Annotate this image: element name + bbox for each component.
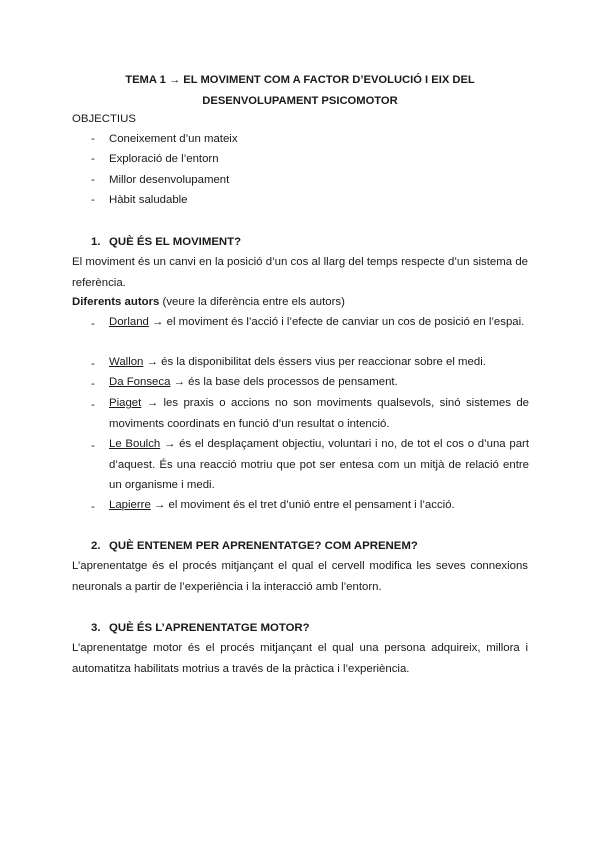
title-line-2: DESENVOLUPAMENT PSICOMOTOR	[202, 95, 398, 107]
authors-line	[72, 294, 345, 310]
authors-note: (veure la diferència entre els autors)	[159, 296, 345, 308]
bullet-marker: -	[91, 399, 95, 411]
author-item	[109, 434, 529, 496]
author-item	[109, 372, 529, 393]
authors-label: Diferents autors	[72, 296, 160, 308]
section-2-title: QUÈ ENTENEM PER APRENENTATGE? COM APRENEM?	[109, 540, 418, 552]
title-line-1: TEMA 1 → EL MOVIMENT COM A FACTOR D’EVOLUCIÓ I EIX DEL	[125, 74, 475, 86]
section-3-paragraph: L’aprenentatge motor és el procés mitjançant el qual una persona adquireix, millora i automatitza habilitats motrius a través de la pràctica i l’experiència.	[72, 642, 528, 675]
author-item	[109, 393, 529, 434]
author-text: → les praxis o accions no son moviments qualsevols, sinó sistemes de moviments coordinats en funció d’un resultat o intenció.	[109, 397, 529, 430]
author-name: Da Fonseca	[109, 376, 171, 388]
section-1-title: QUÈ ÉS EL MOVIMENT?	[109, 236, 242, 248]
section-1-number: 1.	[91, 236, 101, 248]
author-item	[109, 312, 529, 333]
section-2-paragraph: L’aprenentatge és el procés mitjançant el qual el cervell modifica les seves connexions neuronals a partir de l’experiència i la interacció amb l’entorn.	[72, 560, 528, 593]
bullet-marker: -	[91, 358, 95, 370]
section-1-paragraph: El moviment és un canvi en la posició d’un cos al llarg del temps respecte d’un sistema de referència.	[72, 256, 528, 289]
author-item	[109, 352, 529, 373]
objective-item: Exploració de l’entorn	[109, 153, 219, 165]
author-name: Wallon	[109, 356, 144, 368]
objective-item: Millor desenvolupament	[109, 174, 230, 186]
bullet-marker: -	[91, 440, 95, 452]
section-3-title: QUÈ ÉS L’APRENENTATGE MOTOR?	[109, 622, 310, 634]
bullet-marker: -	[91, 194, 95, 206]
author-text: → és la base dels processos de pensament.	[170, 376, 398, 388]
author-text: → el moviment és el tret d’unió entre el pensament i l’acció.	[150, 499, 455, 511]
document-title	[72, 70, 528, 112]
bullet-marker: -	[91, 153, 95, 165]
bullet-marker: -	[91, 378, 95, 390]
author-name: Le Boulch	[109, 438, 161, 450]
section-1-heading	[91, 234, 241, 250]
section-2-number: 2.	[91, 540, 101, 552]
bullet-marker: -	[91, 133, 95, 145]
author-name: Piaget	[109, 397, 142, 409]
author-name: Lapierre	[109, 499, 151, 511]
bullet-marker: -	[91, 501, 95, 513]
author-text: → és la disponibilitat dels éssers vius per reaccionar sobre el medi.	[143, 356, 486, 368]
bullet-marker: -	[91, 174, 95, 186]
objective-item: Coneixement d’un mateix	[109, 133, 238, 145]
author-name: Dorland	[109, 316, 149, 328]
author-text: → el moviment és l’acció i l’efecte de canviar un cos de posició en l’espai.	[148, 316, 525, 328]
objective-item: Hàbit saludable	[109, 194, 188, 206]
author-text: → és el desplaçament objectiu, voluntari i no, de tot el cos o d’una part d’aquest. És una reacció motriu que pot ser entesa com un mitjà de relació entre un organisme i medi.	[109, 438, 529, 491]
section-3-number: 3.	[91, 622, 101, 634]
author-item	[109, 495, 529, 516]
objectives-label: OBJECTIUS	[72, 113, 136, 125]
section-2-heading	[91, 538, 418, 554]
bullet-marker: -	[91, 318, 95, 330]
section-3-heading	[91, 620, 310, 636]
